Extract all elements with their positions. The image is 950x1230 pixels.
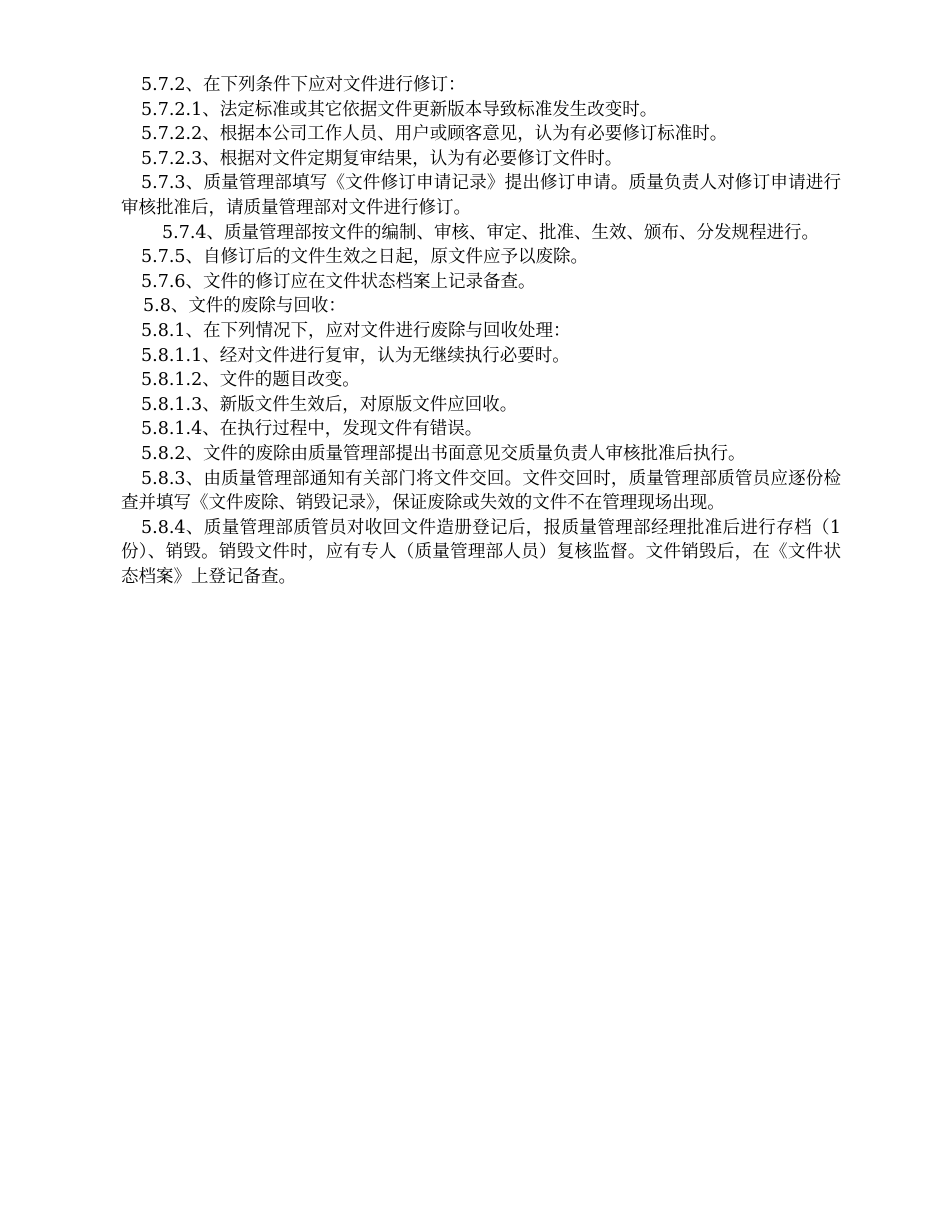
paragraph-5-8-3: 5.8.3、由质量管理部通知有关部门将文件交回。文件交回时，质量管理部质管员应逐份检查并填写《文件废除、销毁记录》，保证废除或失效的文件不在管理现场出现。 [121,468,841,514]
paragraph-5-7-3: 5.7.3、质量管理部填写《文件修订申请记录》提出修订申请。质量负责人对修订申请进行审核批准后，请质量管理部对文件进行修订。 [121,173,841,218]
paragraph-5-8-4: 5.8.4、质量管理部质管员对收回文件造册登记后，报质量管理部经理批准后进行存档（1份）、销毁。销毁文件时，应有专人（质量管理部人员）复核监督。文件销毁后，在《文件状态档案》上登记备查。 [121,517,841,587]
section-heading-5-8: 5.8、文件的废除与回收： [143,296,346,317]
paragraph-5-7-5: 5.7.5、自修订后的文件生效之日起，原文件应予以废除。 [141,247,589,268]
paragraph-5-7-6: 5.7.6、文件的修订应在文件状态档案上记录备查。 [141,271,536,292]
paragraph-5-7-2-2: 5.7.2.2、根据本公司工作人员、用户或顾客意见，认为有必要修订标准时。 [141,124,728,145]
paragraph-5-8-1-1: 5.8.1.1、经对文件进行复审，认为无继续执行必要时。 [141,345,570,366]
document-body [121,73,841,589]
paragraph-5-8-1-3: 5.8.1.3、新版文件生效后，对原版文件应回收。 [141,394,518,415]
paragraph-5-7-2-3: 5.7.2.3、根据对文件定期复审结果，认为有必要修订文件时。 [141,148,623,169]
paragraph-5-7-4: 5.7.4、质量管理部按文件的编制、审核、审定、批准、生效、颁布、分发规程进行。 [162,222,820,243]
paragraph-5-8-1-2: 5.8.1.2、文件的题目改变。 [141,370,360,391]
paragraph-5-8-2: 5.8.2、文件的废除由质量管理部提出书面意见交质量负责人审核批准后执行。 [141,443,746,464]
paragraph-5-7-2: 5.7.2、在下列条件下应对文件进行修订： [141,75,466,95]
paragraph-5-8-1: 5.8.1、在下列情况下，应对文件进行废除与回收处理： [141,320,571,341]
paragraph-5-8-1-4: 5.8.1.4、在执行过程中，发现文件有错误。 [141,419,483,440]
paragraph-5-7-2-1: 5.7.2.1、法定标准或其它依据文件更新版本导致标准发生改变时。 [141,99,658,120]
